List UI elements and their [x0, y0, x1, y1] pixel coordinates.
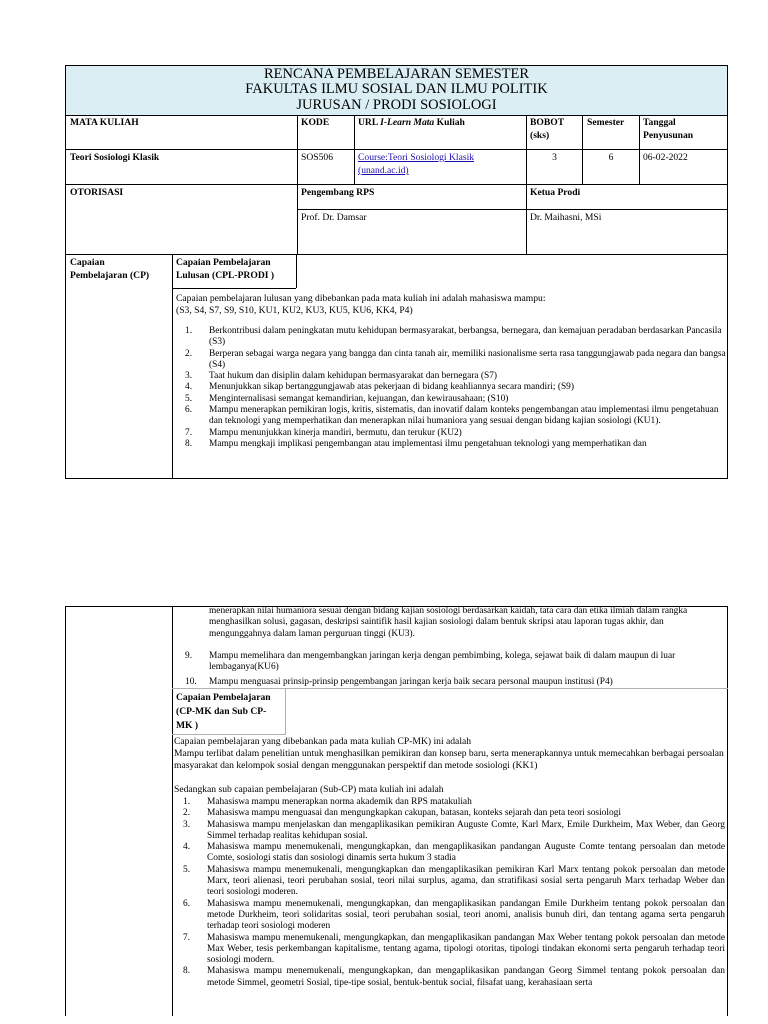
cpl-codes: (S3, S4, S7, S9, S10, KU1, KU2, KU3, KU5, KU6, KK4, P4) [176, 305, 413, 316]
list-item: 1. Mahasiswa mampu menerapkan norma akademik dan RPS matakuliah [183, 797, 472, 807]
row-line [65, 184, 728, 185]
header-title-line2: FAKULTAS ILMU SOSIAL DAN ILMU POLITIK [245, 81, 548, 97]
col-line [639, 115, 640, 184]
head-mata-kuliah: MATA KULIAH [70, 117, 139, 128]
cpl-item-8-continuation: menerapkan nilai humaniora sesuai dengan bidang kajian sosiologi berdasarkan kaidah, tata cara dan etika ilmiah dalam rangka menghasilkan solusi, gagasan, deskripsi saintifik hasil kajian sosiologi dalam bentuk skripsi atau laporan tugas akhir, dan mengunggahnya dalam laman perguruan tinggi (KU3). [209, 606, 688, 639]
head-url: URL I-Learn Mata Kuliah [358, 117, 465, 128]
list-item: 3. Mahasiswa mampu menjelaskan dan mengaplikasikan pemikiran Auguste Comte, Karl Marx, Emile Durkheim, Max Weber, dan Georg Simmel terhadap realitas kehidupan sosial. [183, 819, 725, 841]
list-item: 3. Taat hukum dan disiplin dalam kehidupan bermasyarakat dan bernegara (S7) [185, 371, 498, 382]
head-bobot: BOBOT [530, 117, 565, 128]
ketua-prodi-name: Dr. Maihasni, MSi [530, 212, 602, 223]
list-item: 2. Mahasiswa mampu menguasai dan mengungkapkan cakupan, batasan, konteks sejarah dan peta teori sosiologi [183, 808, 621, 819]
col-line [285, 688, 286, 734]
list-item: 7. Mahasiswa mampu menemukenali, mengungkapkan, dan mengaplikasikan pandangan Max Weber tentang pokok persoalan dan metode Max Weber, tesis perkembangan kapitalisme, tentang agama, tipologi otoritas, tipologi tindakan ekonomi serta pengaruh terhadap teori sosiologi modern. [183, 932, 725, 966]
col-line [296, 254, 297, 288]
row-line [65, 149, 728, 150]
pengembang-name: Prof. Dr. Damsar [301, 212, 367, 223]
list-item: 4. Menunjukkan sikap bertanggungjawab atas pekerjaan di bidang keahliannya secara mandiri; (S9) [185, 382, 574, 393]
list-item: 4. Mahasiswa mampu menemukenali, mengungkapkan, dan mengaplikasikan pandangan Auguste Comte tentang persoalan dan metode Comte, sosiologi statis dan sosiologi dinamis serta hukum 3 stadia [183, 842, 725, 864]
pengembang-label: Pengembang RPS [301, 187, 375, 198]
sub-cp-list [174, 797, 725, 989]
list-item: 6. Mampu menerapkan pemikiran logis, kritis, sistematis, dan inovatif dalam konteks pengembangan atau implementasi ilmu pengetahuan dan teknologi yang memperhatikan dan menerapkan nilai humaniora yang sesuai dengan bidang kajian sosiologi (KU1). [185, 405, 719, 427]
row-line [65, 115, 728, 116]
head-penyusunan: Penyusunan [643, 130, 694, 141]
list-item: 6. Mahasiswa mampu menemukenali, mengungkapkan, dan mengaplikasikan pandangan Emile Durkheim tentang pokok persoalan dan metode Durkheim, teori solidaritas sosial, teori perubahan sosial, teori anomi, analisis bunuh diri, dan tentang agama serta pengaruh terhadap teori sosiologi moderen [183, 898, 725, 932]
cpl-intro: Capaian pembelajaran lulusan yang dibebankan pada mata kuliah ini adalah mahasiswa mampu: [176, 293, 546, 304]
head-kode: KODE [301, 117, 330, 128]
head-semester: Semester [587, 117, 625, 128]
cpmk-label-line2: (CP-MK dan Sub CP- [176, 706, 267, 717]
list-item: 5. Menginternalisasi semangat kemandirian, kejuangan, dan kewirausahaan; (S10) [185, 393, 509, 404]
cpl-list-continued [176, 651, 726, 688]
course-semester: 6 [608, 152, 614, 163]
list-item: 7. Mampu menunjukkan kinerja mandiri, bermutu, dan terukur (KU2) [185, 427, 462, 438]
list-item: 2. Berperan sebagai warga negara yang bangga dan cinta tanah air, memiliki nasionalisme serta rasa tanggungjawab pada negara dan bangsa (S4) [185, 348, 726, 370]
cp-label: Capaian [70, 257, 105, 268]
cpmk-label-line3: MK ) [176, 720, 199, 731]
cpl-prodi-label: Capaian Pembelajaran [176, 257, 271, 268]
cpl-prodi-label-line2: Lulusan (CPL-PRODI ) [176, 270, 275, 281]
col-line [526, 115, 527, 254]
course-url-link-line2[interactable]: (unand.ac.id) [358, 165, 409, 176]
course-code: SOS506 [301, 152, 333, 163]
cp-label-line2: Pembelajaran (CP) [70, 270, 150, 281]
list-item: 10. Mampu menguasai prinsip-prinsip pengembangan jaringan kerja baik secara personal maupun institusi (P4) [185, 676, 613, 687]
cpmk-intro: Capaian pembelajaran yang dibebankan pada mata kuliah CP-MK) ini adalah [174, 736, 472, 747]
head-tanggal: Tanggal [643, 117, 676, 128]
col-line [582, 115, 583, 184]
list-item: 1. Berkontribusi dalam peningkatan mutu kehidupan bermasyarakat, berbangsa, bernegara, dan kemajuan peradaban berdasarkan Pancasila (S3) [185, 326, 722, 348]
col-line [354, 115, 355, 184]
otorisasi-label: OTORISASI [70, 187, 124, 198]
header-title-line3: JURUSAN / PRODI SOSIOLOGI [296, 97, 497, 113]
cpl-list [176, 326, 726, 450]
course-name: Teori Sosiologi Klasik [70, 152, 160, 163]
head-sks: (sks) [530, 130, 550, 141]
col-line [297, 115, 298, 254]
list-item: 5. Mahasiswa mampu menemukenali, mengungkapkan dan mengaplikasikan pemikiran Karl Marx tentang pokok persoalan dan metode Marx, teori alienasi, teori perubahan sosial, teori nilai surplus, agama, dan stratifikasi sosial serta pengaruh Marx terhadap Weber dan teori sosiologi moderen. [183, 864, 725, 898]
row-line [172, 288, 296, 289]
header-title-line1: RENCANA PEMBELAJARAN SEMESTER [263, 66, 530, 82]
cpmk-label: Capaian Pembelajaran [176, 692, 271, 703]
list-item: 8. Mahasiswa mampu menemukenali, mengungkapkan, dan mengaplikasikan pandangan Georg Simmel tentang pokok persoalan dan metode Simmel, geometri Sosial, tipe-tipe sosial, bentuk-bentuk social, filsafat uang, kerahasiaan serta [183, 966, 725, 988]
ketua-prodi-label: Ketua Prodi [530, 187, 581, 198]
row-line [65, 254, 728, 255]
sub-cp-intro: Sedangkan sub capaian pembelajaran (Sub-CP) mata kuliah ini adalah [174, 784, 444, 795]
cpmk-statement: Mampu terlibat dalam penelitian untuk menghasilkan pemikiran dan konsep baru, serta menerapkannya untuk memecahkan berbagai persoalan masyarakat dan kelompok sosial dengan menggunakan perspektif dan metode sosiologi (KK1) [174, 748, 724, 771]
list-item: 8. Mampu mengkaji implikasi pengembangan atau implementasi ilmu pengetahuan teknologi yang memperhatikan dan [185, 438, 647, 449]
col-line [172, 606, 173, 1016]
col-line [172, 254, 173, 479]
row-line [172, 734, 286, 735]
course-url-link[interactable]: Course:Teori Sosiologi Klasik [358, 152, 475, 163]
course-date: 06-02-2022 [643, 152, 688, 163]
row-line [297, 209, 728, 210]
list-item: 9. Mampu memelihara dan mengembangkan jaringan kerja dengan pembimbing, kolega, sejawat baik di dalam maupun di luar lembaganya(KU6) [185, 651, 676, 673]
course-bobot: 3 [552, 152, 557, 163]
